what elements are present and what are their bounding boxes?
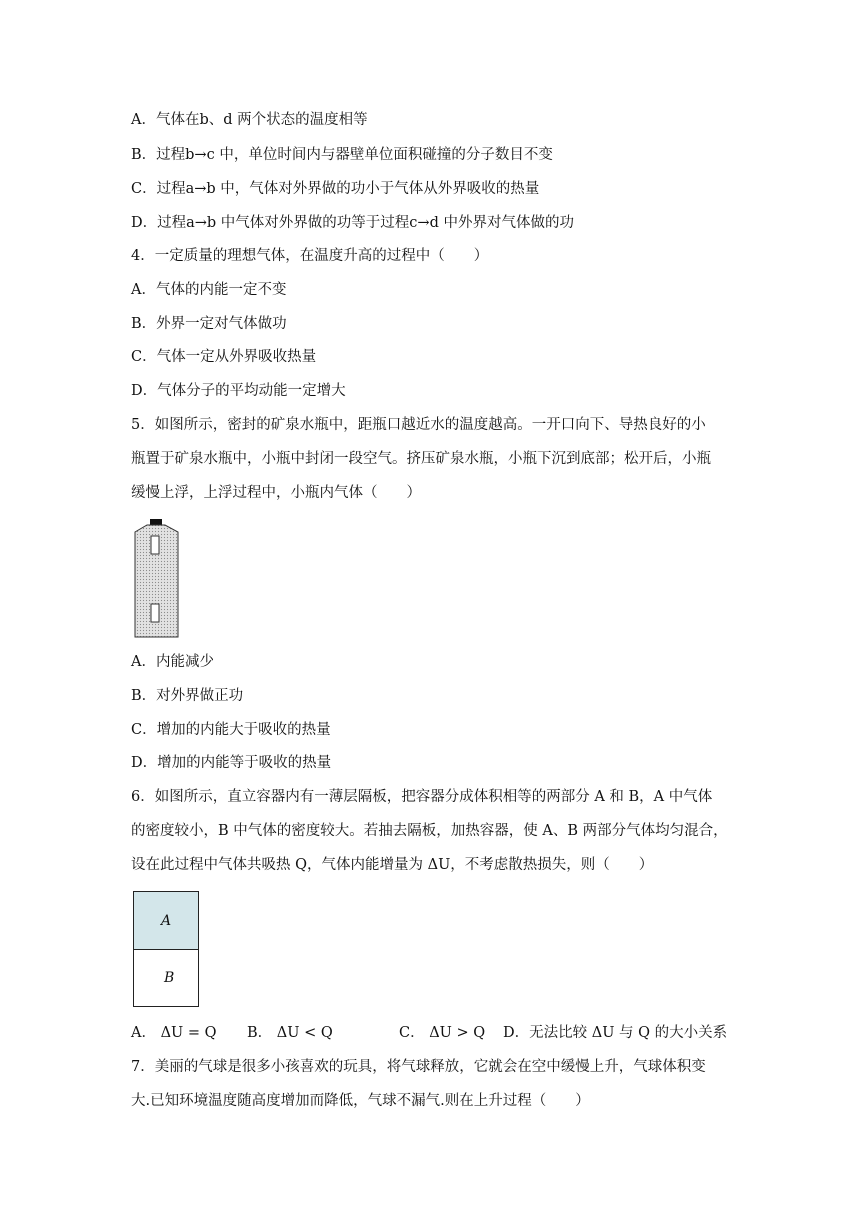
q6-option-b: B． ΔU < Q: [247, 1025, 333, 1041]
q3-option-d: D．过程a→b 中气体对外界做的功等于过程c→d 中外界对气体做的功: [131, 215, 574, 231]
bottle-figure: [133, 518, 181, 640]
label-b: B: [164, 970, 175, 986]
q4-option-c: C．气体一定从外界吸收热量: [131, 349, 317, 365]
q4-option-d: D．气体分子的平均动能一定增大: [131, 383, 346, 399]
q6-stem-line-3: 设在此过程中气体共吸热 Q，气体内能增量为 ΔU，不考虑散热损失，则（ ）: [131, 857, 654, 873]
q6-option-c: C． ΔU > Q: [399, 1025, 486, 1041]
q5-stem-line-2: 瓶置于矿泉水瓶中，小瓶中封闭一段空气。挤压矿泉水瓶，小瓶下沉到底部；松开后，小瓶: [131, 451, 711, 467]
q7-stem-line-2: 大.已知环境温度随高度增加而降低，气球不漏气.则在上升过程（ ）: [131, 1093, 590, 1109]
q6-stem-line-2: 的密度较小，B 中气体的密度较大。若抽去隔板，加热容器，使 A、B 两部分气体均匀混合，: [131, 823, 728, 839]
q4-option-b: B．外界一定对气体做功: [131, 316, 287, 332]
q3-option-a: A．气体在b、d 两个状态的温度相等: [131, 112, 368, 128]
container-figure: [133, 891, 199, 1007]
q7-stem-line-1: 7．美丽的气球是很多小孩喜欢的玩具，将气球释放，它就会在空中缓慢上升，气球体积变: [131, 1059, 706, 1075]
q5-stem-line-3: 缓慢上浮，上浮过程中，小瓶内气体（ ）: [131, 485, 421, 501]
q4-option-a: A．气体的内能一定不变: [131, 282, 287, 298]
q6-stem-line-1: 6．如图所示，直立容器内有一薄层隔板，把容器分成体积相等的两部分 A 和 B，A 中气体: [131, 789, 713, 805]
container-bottom-section: [134, 950, 198, 1006]
q6-options-row: [131, 1023, 751, 1045]
container-top-section: [134, 892, 198, 950]
q5-option-b: B．对外界做正功: [131, 688, 244, 704]
q5-option-c: C．增加的内能大于吸收的热量: [131, 722, 331, 738]
q3-option-c: C．过程a→b 中，气体对外界做的功小于气体从外界吸收的热量: [131, 181, 540, 197]
q4-stem: 4．一定质量的理想气体，在温度升高的过程中（ ）: [131, 248, 489, 264]
q5-option-d: D．增加的内能等于吸收的热量: [131, 755, 332, 771]
q6-option-a: A． ΔU = Q: [131, 1025, 217, 1041]
label-a: A: [161, 913, 172, 929]
q6-option-d: D．无法比较 ΔU 与 Q 的大小关系: [503, 1025, 728, 1041]
q3-option-b: B．过程b→c 中，单位时间内与器壁单位面积碰撞的分子数目不变: [131, 147, 553, 163]
q5-option-a: A．内能减少: [131, 654, 214, 670]
q5-stem-line-1: 5．如图所示，密封的矿泉水瓶中，距瓶口越近水的温度越高。一开口向下、导热良好的小: [131, 417, 706, 433]
